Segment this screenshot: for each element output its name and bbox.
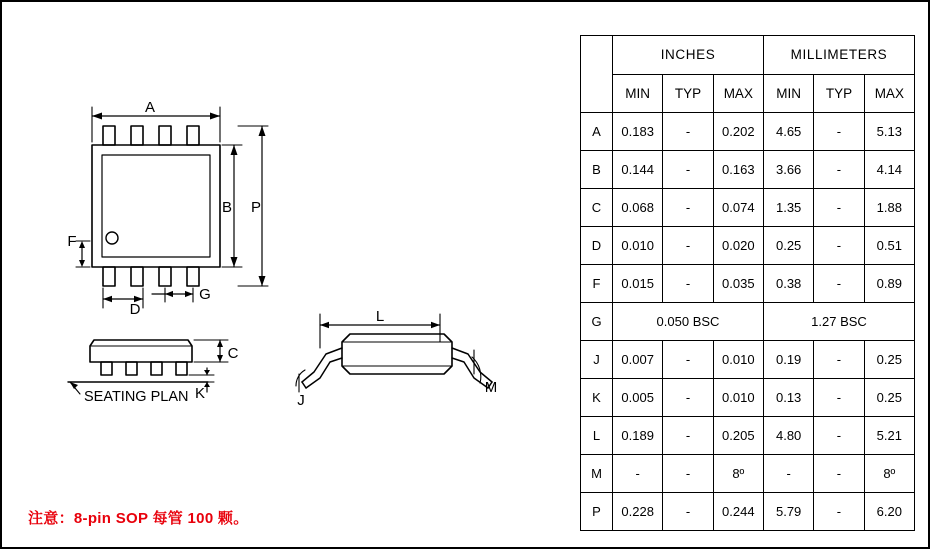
top-view-body: [92, 145, 220, 267]
sub-header-row: [581, 75, 915, 113]
cell-P-mm-min: 5.79: [763, 492, 813, 530]
row-label-P: P: [581, 492, 613, 530]
table-row: [581, 150, 915, 188]
sub-header-mm-max: MAX: [864, 75, 914, 113]
cell-B-mm-typ: -: [814, 150, 864, 188]
sub-header-blank: [581, 75, 613, 113]
row-label-M: M: [581, 454, 613, 492]
group-header-inches: INCHES: [613, 36, 764, 75]
sub-header-in-max: MAX: [713, 75, 763, 113]
dimension-table-body: [581, 112, 915, 530]
cell-J-in-min: 0.007: [613, 340, 663, 378]
cell-G-inches: 0.050 BSC: [613, 302, 764, 340]
table-row: [581, 188, 915, 226]
cell-M-mm-min: -: [763, 454, 813, 492]
cell-L-in-max: 0.205: [713, 416, 763, 454]
row-label-L: L: [581, 416, 613, 454]
row-label-F: F: [581, 264, 613, 302]
cell-B-in-max: 0.163: [713, 150, 763, 188]
sub-header-mm-min: MIN: [763, 75, 813, 113]
cell-M-in-typ: -: [663, 454, 713, 492]
cell-K-mm-typ: -: [814, 378, 864, 416]
row-label-J: J: [581, 340, 613, 378]
cell-B-in-min: 0.144: [613, 150, 663, 188]
table-row: [581, 340, 915, 378]
top-view-upper-leads: [103, 126, 199, 145]
row-label-C: C: [581, 188, 613, 226]
table-row: [581, 378, 915, 416]
table-row: [581, 226, 915, 264]
dimension-table-container: [580, 35, 915, 531]
label-F: F: [67, 233, 77, 250]
cell-A-in-typ: -: [663, 112, 713, 150]
row-label-K: K: [581, 378, 613, 416]
cell-D-mm-typ: -: [814, 226, 864, 264]
cell-P-in-max: 0.244: [713, 492, 763, 530]
row-label-D: D: [581, 226, 613, 264]
cell-L-in-typ: -: [663, 416, 713, 454]
cell-A-mm-max: 5.13: [864, 112, 914, 150]
cell-K-mm-min: 0.13: [763, 378, 813, 416]
label-J: J: [297, 392, 305, 409]
cell-F-in-min: 0.015: [613, 264, 663, 302]
table-row: [581, 112, 915, 150]
cell-C-in-max: 0.074: [713, 188, 763, 226]
sub-header-in-min: MIN: [613, 75, 663, 113]
label-P: P: [250, 199, 262, 216]
cell-B-in-typ: -: [663, 150, 713, 188]
cell-K-mm-max: 0.25: [864, 378, 914, 416]
group-header-row: [581, 36, 915, 75]
cell-A-mm-min: 4.65: [763, 112, 813, 150]
cell-M-mm-typ: -: [814, 454, 864, 492]
table-row: [581, 454, 915, 492]
cell-C-mm-max: 1.88: [864, 188, 914, 226]
cell-G-millimeters: 1.27 BSC: [763, 302, 914, 340]
dimension-table: [580, 35, 915, 531]
note-text: 注意：8-pin SOP 每管 100 颗。: [28, 510, 249, 527]
row-label-B: B: [581, 150, 613, 188]
cell-J-in-max: 0.010: [713, 340, 763, 378]
pin1-indicator: [106, 232, 118, 244]
cell-P-in-min: 0.228: [613, 492, 663, 530]
cell-K-in-max: 0.010: [713, 378, 763, 416]
label-M: M: [484, 379, 498, 396]
group-header-millimeters: MILLIMETERS: [763, 36, 914, 75]
cell-A-in-max: 0.202: [713, 112, 763, 150]
cell-J-mm-typ: -: [814, 340, 864, 378]
cell-A-mm-typ: -: [814, 112, 864, 150]
cell-F-mm-typ: -: [814, 264, 864, 302]
sub-header-mm-typ: TYP: [814, 75, 864, 113]
label-K: K: [194, 385, 206, 402]
label-D: D: [129, 301, 141, 318]
cell-A-in-min: 0.183: [613, 112, 663, 150]
cell-F-in-typ: -: [663, 264, 713, 302]
cell-J-in-typ: -: [663, 340, 713, 378]
sub-header-in-typ: TYP: [663, 75, 713, 113]
table-row: [581, 492, 915, 530]
cell-F-mm-max: 0.89: [864, 264, 914, 302]
cell-P-mm-typ: -: [814, 492, 864, 530]
cell-J-mm-min: 0.19: [763, 340, 813, 378]
cell-K-in-min: 0.005: [613, 378, 663, 416]
cell-D-mm-min: 0.25: [763, 226, 813, 264]
lead-form-view: [296, 314, 492, 392]
label-L: L: [375, 308, 385, 325]
table-row: [581, 264, 915, 302]
cell-M-in-max: 8º: [713, 454, 763, 492]
cell-M-mm-max: 8º: [864, 454, 914, 492]
cell-F-in-max: 0.035: [713, 264, 763, 302]
cell-M-in-min: -: [613, 454, 663, 492]
cell-B-mm-max: 4.14: [864, 150, 914, 188]
label-seating-plane: SEATING PLAN: [84, 389, 189, 405]
cell-D-in-typ: -: [663, 226, 713, 264]
cell-K-in-typ: -: [663, 378, 713, 416]
cell-F-mm-min: 0.38: [763, 264, 813, 302]
table-row: [581, 416, 915, 454]
dimension-table-head: [581, 36, 915, 113]
cell-P-in-typ: -: [663, 492, 713, 530]
row-label-G: G: [581, 302, 613, 340]
label-G: G: [199, 286, 211, 303]
cell-C-in-typ: -: [663, 188, 713, 226]
group-header-blank: [581, 36, 613, 75]
label-C: C: [227, 345, 239, 362]
cell-L-mm-max: 5.21: [864, 416, 914, 454]
cell-D-mm-max: 0.51: [864, 226, 914, 264]
cell-D-in-max: 0.020: [713, 226, 763, 264]
drawing-svg: [2, 2, 572, 549]
label-B: B: [221, 199, 233, 216]
cell-L-mm-min: 4.80: [763, 416, 813, 454]
cell-L-mm-typ: -: [814, 416, 864, 454]
cell-L-in-min: 0.189: [613, 416, 663, 454]
cell-C-in-min: 0.068: [613, 188, 663, 226]
cell-D-in-min: 0.010: [613, 226, 663, 264]
label-A: A: [144, 99, 156, 116]
cell-B-mm-min: 3.66: [763, 150, 813, 188]
package-mechanical-drawing: [2, 2, 572, 549]
table-row: [581, 302, 915, 340]
cell-P-mm-max: 6.20: [864, 492, 914, 530]
cell-C-mm-typ: -: [814, 188, 864, 226]
cell-C-mm-min: 1.35: [763, 188, 813, 226]
row-label-A: A: [581, 112, 613, 150]
top-view-lower-leads: [103, 267, 199, 286]
cell-J-mm-max: 0.25: [864, 340, 914, 378]
